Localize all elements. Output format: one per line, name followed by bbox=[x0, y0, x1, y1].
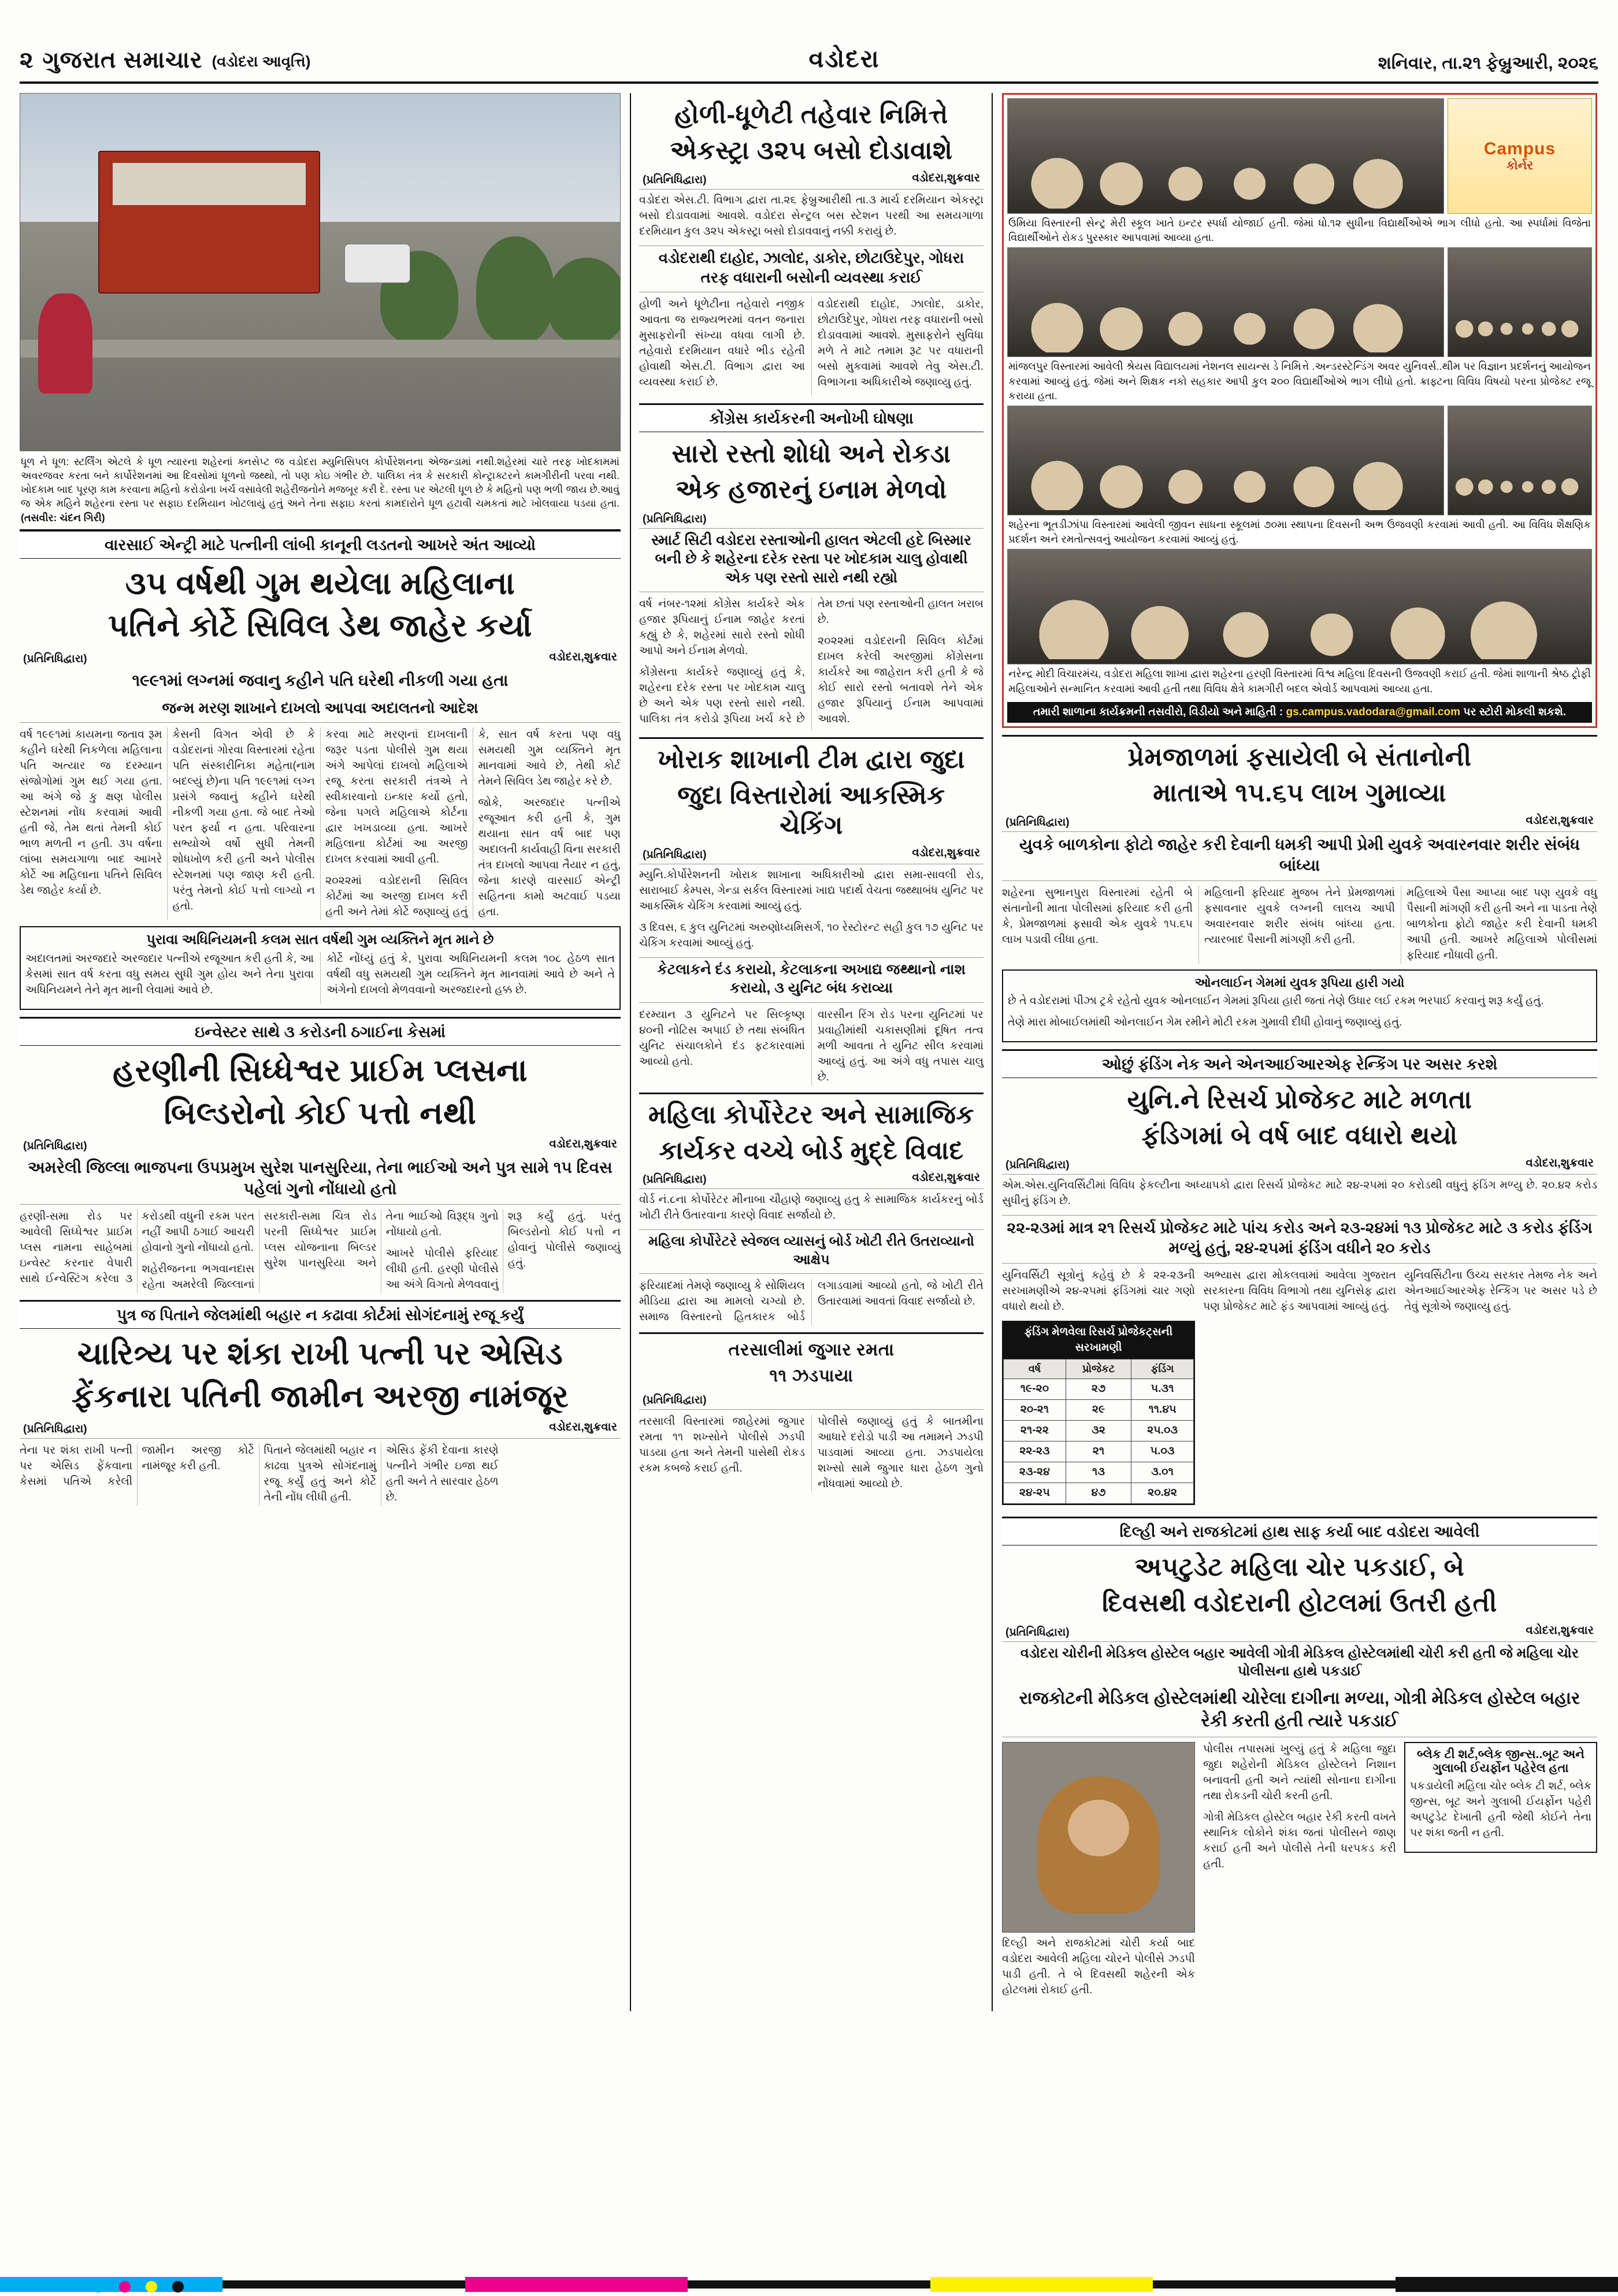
inset-body: અદાલતમાં અરજદારે અરજદાર પત્નીએ રજૂઆત કરી હતી કે, આ કેસમાં સાત વર્ષ કરતા વધુ સમય સુધી ગુમ હોય અને તેના પુરાવા અધિનિયમને તેને મૃત માની લેવામાં આવે છે. કોર્ટે નોંધ્યું હતું કે, પુરાવા અધિનિયમની કલમ ૧૦૮ હેઠળ સાત વર્ષથી વધુ સમયથી ગુમ વ્યક્તિને મૃત માનવામાં આવે છે અને તે અંગેનો દાખલો મેળવવાનો અરજદારનો હક્ક છે. bbox=[25, 952, 615, 996]
article-headline-1: ખોરાક શાખાની ટીમ દ્વારા જુદા bbox=[639, 737, 984, 781]
article-dateline: વડોદરા,શુક્રવાર bbox=[912, 171, 980, 184]
article-body-col-1: યુનિવર્સિટી સૂત્રોનું કહેવું છે કે ૨૨-૨૩ની સરખામણીએ ૨૪-૨૫માં ફંડિંગમાં ચાર ગણો વધારો થયો છે. ફંડિંગ મેળવેલા રિસર્ચ પ્રોજેકટ્સની સરખામણી વર્ષ પ્રોજેકટ ફંડિંગ ૧૯-૨૦ ૨૭ ૫.૩૧ ૨૦-૨૧ ૨૯ ૧૧.૪૫ ૨૧-૨૨ ૩૨ ૨૫.૦૩ ૨૨-૨૩ ૨૧ ૫.૦૩ ૨૩-૨૪ ૧૩ ૩.૦૧ ૨૪-૨૫ ૪૭ ૨૦.૪૨ bbox=[1002, 1268, 1195, 1510]
article-research-funding bbox=[1002, 1049, 1597, 1510]
article-body: હોળી અને ધૂળેટીના તહેવારો નજીક આવતા જ રાજ્યભરમાં વતન જનારા મુસાફરોની સંખ્યા વધવા લાગી છે. તહેવારો દરમિયાન વધારે ભીડ રહેતી હોવાથી એસ.ટી. વિભાગ દ્વારા આ વ્યવસ્થા કરાઈ છે. વડોદરાથી દાહોદ, ઝાલોદ, ડાકોર, છોટાઉદેપુર, ગોધરા તરફ વધારાની બસો દોડાવવામાં આવશે. મુસાફરોને સુવિધા મળે તે માટે તમામ રૂટ પર વધારાની બસો મુકવામાં આવશે તેવુ એસ.ટી. વિભાગના અધિકારીએ જણાવ્યુ હતું. bbox=[639, 298, 984, 389]
article-headline-1: અપટુડેટ મહિલા ચોર પકડાઈ, બે bbox=[1134, 1553, 1465, 1582]
photo-credit: (તસવીર: ચંદન ગિરી) bbox=[21, 511, 105, 523]
paper-name: ગુજરાત સમાચાર bbox=[42, 47, 203, 73]
campus-row-2 bbox=[1007, 247, 1592, 357]
article-lead-body: વોર્ડ નં.૮ના કોર્પોરેટર મીનાબા ચૌહાણે જણાવ્યુ હતુ કે સામાજિક કાર્યકરનું બોર્ડ ખોટી રીતે ઉતારવાના કારણે વિવાદ સર્જાયો છે. bbox=[639, 1188, 984, 1224]
campus-contact-note-2: પર સ્ટોરી મોકલી શકશે. bbox=[1463, 705, 1567, 718]
article-dateline: વડોદરા,શુક્રવાર bbox=[549, 1138, 617, 1151]
article-headline-1: યુનિ.ને રિસર્ચ પ્રોજેકટ માટે મળતા bbox=[1127, 1086, 1472, 1114]
reg-black-bar bbox=[222, 2280, 465, 2288]
campus-photo-2b bbox=[1448, 247, 1592, 357]
campus-email[interactable]: gs.campus.vadodara@gmail.com bbox=[1286, 705, 1461, 718]
article-holi-extra-buses bbox=[639, 93, 984, 396]
lead-photo-caption: ધૂળ ને ધૂળ: સ્ટર્લિંગ એટલે કે ધૂળ ત્યારના શહેરનાં ક્નસેપ્ટ જ વડોદરા મ્યુનિસિપલ કોર્પોરેશનના એજન્ડામાં નથી.શહેરમાં ચારે તરફ ખોદકામમાં અવરજવર કરતા બને કાર્પોરેશનમાં આ દિવસોમાં ધૂળનો જથ્થો, તો પણ કોઇ ગંભીર છે. પાલિકા તંત્ર કે સરકારી કોન્ટ્રાક્ટરને કામગીરીની પરવા નથી. ખોદકામ બાદ પૂરણ કામ કરવાના મહિનો કરોડોના ખર્ચ વસાવેલી શહેરીજનોને મજબૂર કરી દે. રસ્તા પર એટલી ધૂળ છે કે મહિનો પણ ભળી જાય છે.આવું જ એક મહિને શહેરના રસ્તા પર સફાઇ દરમિયાન ખોટલાયું હતું અને તેના સફાઇ કરતાં કામદારોને ધૂળ હટાવી ચમકતાં માટે ખોલવાયા પડયા હતા. (તસવીર: ચંદન ગિરી) bbox=[20, 451, 621, 530]
article-subhead: યુવકે બાળકોના ફોટો જાહેર કરી દેવાની ધમકી આપી પ્રેમી યુવકે અવારનવાર શરીર સંબંધ બાંધ્યા bbox=[1002, 831, 1597, 882]
campus-caption-1: ઉમિયા વિસ્તારની સેન્ટ્ર મેરી સ્કૂલ ખાતે ઇન્ટર સ્પર્ધા યોજાઈ હતી. જેમાં ધો.૧૨ સુધીના વિદ્યાર્થીઓએ ભાગ લીધો હતો. આ સ્પર્ધામાં વિજેતા વિદ્યાર્થીઓને રોકડ પુરસ્કાર આપવામાં આવ્યા હતા. bbox=[1008, 217, 1591, 244]
article-body: વર્ષ ૧૯૯૧માં કાયમના જતાવ રૂમ કહીને ઘરેથી નિકળેલા મહિલાના પતિ અત્યાર જ દરમ્યાન સંજોગોમાં ગુમ થઈ ગયા હતા. આ અંગે જે કુ ક્ષણ પોલીસ સ્ટેશનમાં નોંધ કરવામાં આવી હતી જે, તેમ થતાં તેમની કોઈ ભાળ મળતી ન હતી. ૩૫ વર્ષના લાંબા સમયગાળા બાદ આખરે કોર્ટે આ મહિલાના પતિને સિવિલ ડેથ જાહેર કર્યા છે. કેસની વિગત એવી છે કે વડોદરાનાં ગોરવા વિસ્તારમાં રહેતા પતિ સંસ્કારીનિકા મહેતા(નામ બદલ્યું છે)ના પતિ ૧૯૯૧માં લગ્ન પ્રસંગે જવાનું કહીને ઘરેથી નીકળી ગયા હતા. જે બાદ તેઓ પરત ફર્યા ન હતા. પરિવારના સભ્યોએ વર્ષો સુધી તેમની શોધખોળ કરી હતી અને પોલીસ સ્ટેશનમાં પણ જાણ કરી હતી. પરંતુ તેમનો કોઈ પત્તો લાગ્યો ન હતો. કરવા માટે મરણનાં દાખલાની જરૂર પડતા પોલીસે ગુમ થયા અંગે આપેલાં દાખલો મહિલાએ રજૂ કરતા સરકારી તંત્રએ તે સ્વીકારવાનો ઇન્કાર કર્યો હતો, જેના પગલે મહિલાએ કોર્ટના દ્વાર ખખડાવ્યા હતા. આખરે મહિલાના કોર્ટમાં આ અરજી દાખલ કરવામાં આવી હતી. ૨૦૨૨માં વડોદરાની સિવિલ કોર્ટમાં આ અરજી દાખલ કરી હતી અને તેમાં કોર્ટે જણાવ્યું હતું કે, સાત વર્ષ કરતા પણ વધુ સમયથી ગુમ વ્યક્તિને મૃત માનવામાં આવે છે, તેથી કોર્ટ તેમને સિવિલ ડેથ જાહેર કરે છે. જોકે, અરજદાર પત્નીએ રજૂઆત કરી હતી કે, ગુમ થયાના સાત વર્ષ બાદ પણ અદાલતી કાર્યવાહી વિના સરકારી તંત્ર દાખલો આપવા તૈયાર ન હતું, જેના કારણે વારસાઈ એન્ટ્રી સહિતના કામો અટવાઈ પડયા હતા. bbox=[20, 729, 621, 918]
article-headline-1: હરણીની સિધ્ધેશ્વર પ્રાઈમ પ્લસના bbox=[113, 1053, 528, 1088]
article-headline-2: ફંડિગમાં બે વર્ષ બાદ વધારો થયો bbox=[1141, 1121, 1458, 1150]
article-inset-online-game bbox=[1002, 969, 1597, 1042]
campus-caption-2: માંજલપુર વિસ્તારમાં આવેલી શ્રેયસ વિદ્યાલયમાં નેશનલ સાયન્સ ડે નિમિત્તે .અન્ડરસ્ટેન્ડિંગ અવર યુનિવર્સ..થીમ પર વિજ્ઞાન પ્રદર્શનનું આયોજન કરવામાં આવ્યું હતું. જેમાં અને શિક્ષક નકો સહકાર આપી કુલ ૨૦૦ વિદ્યાર્થીઓએ ભાગ લીધો હતો. ક્રાફ્ટના વિવિધ વિષયો પરના પ્રોજેક્ટ રજૂ કરાયા હતા. bbox=[1008, 361, 1591, 402]
article-subhead: અમરેલી જિલ્લા ભાજપના ઉપપ્રમુખ સુરેશ પાનસુરિયા, તેના ભાઈઓ અને પુત્ર સામે ૧૫ દિવસ પહેલાં ગુનો નોંધાયો હતો bbox=[20, 1155, 621, 1205]
article-body: દરમ્યાન ૩ યુનિટને પર સિલ્કૃષ્ણ ૪૦ની નોટિસ અપાઈ છે તથા સંબંધિત યુનિટ સંચાલકોને દંડ ફટકારવામાં આવ્યો હતો. વારસીન રિંગ રોડ પરના યુનિટમાં પર પ્રવાહીમાંથી ચકાસણીમાં દૂષિત તત્વ મળી આવતા તે યુનિટ સીલ કરવામાં આવ્યું હતું. આ અંગે વધુ તપાસ ચાલુ છે. bbox=[639, 1008, 984, 1083]
inset-title: ઓનલાઈન ગેમમાં યુવક રૂપિયા હારી ગયો bbox=[1194, 975, 1405, 990]
col-year: વર્ષ bbox=[1004, 1359, 1066, 1379]
lead-photo bbox=[20, 93, 621, 451]
article-civil-death bbox=[20, 530, 621, 1010]
article-dateline: વડોદરા,શુક્રવાર bbox=[1526, 813, 1594, 827]
article-lead-body: મ્યુનિ.કોર્પોરેશનની ખોરાક શાખાના અધિકારીઓ દ્વારા સમા-સાવલી રોડ, સારાબાઈ કેમ્પસ, ગેન્ડા સર્કલ વિસ્તારમાં ખાદ્ય પદાર્થ વેચતા જથ્થાબંધ યુનિટ પર આકસ્મિક ચેકિંગ કરવામાં આવ્યું હતું. ૩ દિવસ, ૬ કુલ યુનિટમાં અરુણોધ્યમિસર્ગ, ૧૦ રેસ્ટોરન્ટ સહી કુલ ૧૭ યુનિટ પર ચેકિંગ કરવામાં આવ્યું હતું. bbox=[639, 864, 984, 952]
article-acid-attack-bail bbox=[20, 1300, 621, 1506]
registration-dots bbox=[92, 2281, 184, 2293]
article-subhead: ૧૯૯૧માં લગ્નમાં જવાનુ કહીને પતિ ઘરેથી નીકળી ગયા હતા bbox=[132, 671, 509, 690]
article-food-dept-checking bbox=[639, 737, 984, 1085]
article-headline-2: કાર્યકર વચ્ચે બોર્ડ મુદ્દે વિવાદ bbox=[659, 1136, 964, 1165]
article-byline: (પ્રતિનિધિદ્વારા) bbox=[23, 1140, 87, 1153]
article-body: હરણી-સમા રોડ પર આવેલી સિધ્ધેશ્વર પ્રાઈમ પ્લસ નામના સાહેબમાં ઇન્વેસ્ટ કરનાર વેપારી સાથે ઈન્વેસ્ટિંગ કરેલા ૩ કરોડથી વધુની રકમ પરત નહીં આપી ઠગાઈ આચરી હોવાનો ગુનો નોંધાયો હતો. શહેરીજનના ભગવાનદાસ રહેતા અમરેલી જિલ્લાનાં સરકારી-સમા ચિત્ર રોડ પરની સિધ્ધેશ્વર પ્રાઈમ પ્લસ યોજનાના બિલ્ડર સુરેશ પાનસુરિયા અને તેના ભાઈઓ વિરૂદ્ધ ગુનો નોંધાયો હતો. આખરે પોલીસે ફરિયાદ લીધી હતી. હરણી પોલીસે આ અંગે વિગતો મેળવવાનું શરૂ કર્યું હતું. પરંતુ બિલ્ડરોનો કોઈ પત્તો ન હોવાનું પોલીસે જણાવ્યું હતું. bbox=[20, 1210, 621, 1291]
article-headline-2: જુદા વિસ્તારોમાં આકસ્મિક ચેકિંગ bbox=[677, 781, 945, 839]
article-body-col-1: દિલ્હી અને રાજકોટમાં ચોરી કર્યા બાદ વડોદરા આવેલી મહિલા ચોરને પોલીસે ઝડપી પાડી હતી. તે બે દિવસથી શહેરની એક હોટલમાં રોકાઈ હતી. bbox=[1002, 1937, 1195, 1997]
article-headline-1: ૩૫ વર્ષથી ગુમ થયેલા મહિલાના bbox=[125, 566, 515, 601]
article-body: શહેરના સુભાનપુરા વિસ્તારમાં રહેતી બે સંતાનોની માતા પોલીસમાં ફરિયાદ કરી હતી કે, પ્રેમજાળમાં ફસાવી એક યુવકે ૧૫.૬૫ લાખ પડાવી લીધા હતા. મહિલાની ફરિયાદ મુજબ તેને પ્રેમજાળમાં ફસાવનાર યુવકે લગ્નની લાલચ આપી અવારનવાર શરીર સંબંધ બાંધ્યા હતા. ત્યારબાદ પૈસાની માંગણી કરી હતી. મહિલાએ પૈસા આપ્યા બાદ પણ યુવકે વધુ પૈસાની માંગણી કરી હતી અને ના પાડતા તેણે બાળકોના ફોટો જાહેર કરી દેવાની ધમકી આપી હતી. આખરે મહિલાએ પોલીસમાં ફરિયાદ નોંધાવી હતી. bbox=[1002, 887, 1597, 962]
article-inset-clothing bbox=[1404, 1742, 1597, 1853]
article-byline: (પ્રતિનિધિદ્વારા) bbox=[1005, 1626, 1070, 1639]
article-body-col-3: યુનિવર્સિટીના ઉચ્ચ સરકાર તેમજ નેક અને એનઆઈઆરએફ રેન્કિંગ પર અસર પડે છે તેવું સૂત્રોએ જણાવ્યુ હતું. bbox=[1404, 1269, 1597, 1313]
article-subhead-2: રાજકોટની મેડિકલ હોસ્ટેલમાંથી ચોરેલા દાગીના મળ્યા, ગોત્રી મેડિકલ હોસ્ટેલ બહાર રેકી કરતી હતી ત્યારે પકડાઈ bbox=[1002, 1685, 1597, 1737]
campus-row-3 bbox=[1007, 406, 1592, 515]
campus-logo-sub: કોર્નર bbox=[1506, 159, 1534, 172]
article-subhead-2: જન્મ મરણ શાખાને દાખલો આપવા અદાલતનો આદેશ bbox=[20, 696, 621, 723]
col-funding: ફંડિંગ bbox=[1131, 1359, 1194, 1379]
thief-photo-wrap bbox=[1002, 1742, 1195, 2004]
suspect-photo bbox=[1002, 1742, 1195, 1933]
reg-black-bar-3 bbox=[1153, 2280, 1396, 2288]
campus-contact-note: તમારી શાળાના કાર્યક્રમની તસવીરો, વિડીયો અને માહિતી : bbox=[1033, 705, 1283, 718]
article-headline-1: હોળી-ધૂળેટી તહેવાર નિમિત્તે bbox=[674, 101, 948, 129]
article-gambling-raid bbox=[639, 1332, 984, 1493]
article-headline-2: માતાએ ૧૫.૬૫ લાખ ગુમાવ્યા bbox=[1153, 778, 1446, 807]
article-byline: (પ્રતિનિધિદ્વારા) bbox=[23, 653, 87, 666]
article-dateline: વડોદરા,શુક્રવાર bbox=[912, 846, 980, 859]
article-headline-2: એક હજારનું ઇનામ મેળવો bbox=[676, 475, 947, 504]
article-body-col-2: પોલીસ તપાસમાં ખુલ્યું હતું કે મહિલા જુદા જુદા શહેરોની મેડિકલ હોસ્ટેલને નિશાન બનાવતી હતી અને ત્યાંથી સોનાના દાગીના તથા રોકડની ચોરી કરતી હતી. ગોત્રી મેડિકલ હોસ્ટેલ બહાર રેકી કરતી વખતે સ્થાનિક લોકોને શંકા જતાં પોલીસને જાણ કરાઈ હતી અને પોલીસે તેની ધરપકડ કરી હતી. bbox=[1203, 1743, 1396, 1871]
funding-table-grid bbox=[1003, 1359, 1194, 1504]
campus-photo-1 bbox=[1007, 98, 1444, 214]
article-body: તરસાલી વિસ્તારમાં જાહેરમાં જુગાર રમતા ૧૧ શખ્સોને પોલીસે ઝડપી પાડયા હતા અને તેમની પાસેથી રોકડ રકમ કબજે કરાઈ હતી. પોલીસે જણાવ્યું હતું કે બાતમીના આધારે દરોડો પાડી આ તમામને ઝડપી પાડવામાં આવ્યા હતા. ઝડપાયેલા શખ્સો સામે જુગાર ધારા હેઠળ ગુનો નોંધવામાં આવ્યો છે. bbox=[639, 1409, 984, 1492]
article-col-3 bbox=[1404, 1742, 1597, 2004]
table-header-row bbox=[1004, 1359, 1194, 1379]
article-dateline: વડોદરા,શુક્રવાર bbox=[549, 1421, 617, 1434]
article-byline: (પ્રતિનિધિદ્વારા) bbox=[643, 1173, 707, 1186]
article-byline: (પ્રતિનિધિદ્વારા) bbox=[643, 173, 707, 186]
article-body: તેના પર શંકા રાખી પત્ની પર એસિડ ફેંકવાના કેસમાં પતિએ કરેલી જામીન અરજી કોર્ટે નામંજૂર કરી હતી. પિતાને જેલમાંથી બહાર ન કાઢવા પુત્રએ સોગંદનામું રજૂ કર્યું હતું અને કોર્ટે તેની નોંધ લીધી હતી. એસિડ ફેંકી દેવાના કારણે પત્નીને ગંભીર ઇજા થઈ હતી અને તે સારવાર હેઠળ છે. bbox=[20, 1438, 621, 1506]
campus-caption-4: નરેન્દ્ર મોદી વિચારમંચ, વડોદરા મહિલા શાખા દ્વારા શહેરના હરણી વિસ્તારમાં વિશ્વ મહિલા દિવસની ઉજવણી કરાઈ હતી. જેમાં શાળાની શ્રેષ્ઠ ટ્રોફી મહિલાઓને સન્માનિત કરવામાં આવી હતી તથા વિવિધ ક્ષેત્રે કામગીરી બદલ એવોર્ડ આપવામાં આવ્યા હતા. bbox=[1008, 668, 1591, 694]
section-title: વડોદરા bbox=[808, 45, 880, 72]
table-row: ૧૯-૨૦ ૨૭ ૫.૩૧ bbox=[1004, 1379, 1194, 1400]
article-body: ફરિયાદમાં તેમણે જણાવ્યુ કે સોશિયલ મીડિયા દ્વારા આ મામલો ચગ્યો છે. સમાજ વિસ્તારનો હિતકારક બોર્ડ લગાડવામાં આવ્યો હતો, જે ખોટી રીતે ઉતારવામાં આવતાં વિવાદ સર્જાયો છે. bbox=[639, 1279, 984, 1323]
table-row: ૨૦-૨૧ ૨૯ ૧૧.૪૫ bbox=[1004, 1400, 1194, 1421]
article-builder-fraud bbox=[20, 1017, 621, 1293]
column-middle bbox=[630, 93, 993, 2011]
article-subhead: કેટલાકને દંડ કરાયો, કેટલાકના અખાદ્ય જથ્થાનો નાશ કરાયો, ૩ યુનિટ બંધ કરાવ્યા bbox=[639, 957, 984, 1003]
campus-logo bbox=[1448, 98, 1592, 214]
article-dateline: વડોદરા,શુક્રવાર bbox=[912, 1171, 980, 1184]
article-byline: (પ્રતિનિધિદ્વારા) bbox=[643, 512, 707, 525]
article-kicker: કોંગ્રેસ કાર્યકરની અનોખી ઘોષણા bbox=[639, 403, 984, 432]
funding-table bbox=[1002, 1321, 1195, 1505]
page-number: ૨ bbox=[20, 47, 34, 73]
article-headline-2: બિલ્ડરોનો કોઈ પત્તો નથી bbox=[164, 1095, 477, 1131]
inset-title: બ્લેક ટી શર્ટ,બ્લેક જીન્સ..બૂટ અને ગુલાબી ઈયર્ફોન પહેરેલ હતા bbox=[1417, 1748, 1584, 1775]
table-row: ૨૪-૨૫ ૪૭ ૨૦.૪૨ bbox=[1004, 1483, 1194, 1504]
article-subhead: વડોદરાથી દાહોદ, ઝાલોદ, ડાકોર, છોટાઉદેપુર, ગોધરા તરફ વધારાની બસોની વ્યવસ્થા કરાઈ bbox=[639, 246, 984, 293]
article-byline: (પ્રતિનિધિદ્વારા) bbox=[23, 1423, 87, 1436]
article-byline: (પ્રતિનિધિદ્વારા) bbox=[643, 848, 707, 861]
campus-photo-3b bbox=[1448, 406, 1592, 515]
inset-body: પકડાયેલી મહિલા ચોર બ્લેક ટી શર્ટ, બ્લેક જીન્સ, બૂટ અને ગુલાબી ઈયર્ફોન પહેરી અપટુડેટ દેખાતી હતી જેથી કોઈને તેના પર શંકા જતી ન હતી. bbox=[1410, 1780, 1591, 1840]
article-body: વર્ષ નંબર-૧૨માં કોંગ્રેસ કાર્યકરે એક હજાર રૂપિયાનું ઈનામ જાહેર કરતાં કહ્યું છે કે, શહેરમાં સારો રસ્તો શોધી આપો અને ઈનામ મેળવો. કોંગ્રેસના કાર્યકરે જણાવ્યું હતું કે, શહેરના દરેક રસ્તા પર ખોદકામ ચાલુ છે અને એક પણ રસ્તો સારો નથી. પાલિકા તંત્ર કરોડો રૂપિયા ખર્ચ કરે છે તેમ છતાં પણ રસ્તાઓની હાલત ખરાબ છે. ૨૦૨૨માં વડોદરાની સિવિલ કોર્ટમાં દાખલ કરેલી અરજીમાં કોંગ્રેસના કાર્યકરે આ જાહેરાત કરી હતી કે જે કોઈ સારો રસ્તો બતાવશે તેને એક હજાર રૂપિયાનું ઈનામ આપવામાં આવશે. bbox=[639, 598, 984, 726]
reg-magenta bbox=[465, 2277, 688, 2292]
inset-title: પુરાવા અધિનિયમની કલમ સાત વર્ષથી ગુમ વ્યક્તિને મૃત માને છે bbox=[146, 931, 494, 948]
article-byline: (પ્રતિનિધિદ્વારા) bbox=[643, 1394, 707, 1407]
article-kicker: પુત્ર જ પિતાને જેલમાંથી બહાર ન કઢાવા કોર્ટમાં સોગંદનામું રજૂ કર્યું bbox=[20, 1300, 621, 1329]
table-row: ૨૨-૨૩ ૨૧ ૫.૦૩ bbox=[1004, 1441, 1194, 1462]
article-subhead: ૨૨-૨૩માં માત્ર ૨૧ રિસર્ચ પ્રોજેકટ માટે પાંચ કરોડ અને ૨૩-૨૪માં ૧૩ પ્રોજેકટ માટે ૩ કરોડ ફંડિંગ મળ્યું હતું, ૨૪-૨૫માં ફંડિંગ વધીને ૨૦ કરોડ bbox=[1002, 1215, 1597, 1264]
article-kicker: ઇન્વેસ્ટર સાથે ૩ કરોડની ઠગાઈના કેસમાં bbox=[20, 1017, 621, 1046]
article-byline: (પ્રતિનિધિદ્વારા) bbox=[1005, 1158, 1070, 1171]
article-woman-thief-arrest bbox=[1002, 1517, 1597, 2004]
page-grid bbox=[20, 93, 1598, 2011]
article-headline-2: પતિને કોર્ટે સિવિલ ડેથ જાહેર કર્યા bbox=[108, 608, 532, 644]
article-lead-body: એમ.એસ.યુનિવર્સિટીમાં વિવિધ ફેકલ્ટીના અધ્યાપકો દ્વારા રિસર્ચ પ્રોજેકટ માટે ૨૪-૨૫માં ૨૦ કરોડથી વધુનું ફંડિંગ મળ્યુ છે. ૨૦.૪૨ કરોડ સુધીનું ફંડિંગ છે. bbox=[1002, 1174, 1597, 1209]
article-good-road-reward bbox=[639, 403, 984, 730]
article-dateline: વડોદરા,શુક્રવાર bbox=[1526, 1624, 1594, 1637]
article-inset-box bbox=[20, 926, 621, 1010]
campus-caption-3: શહેરના ભૂતડીઝાંપા વિસ્તારમાં આવેલી જીવન સાધના સ્કૂલમાં ૭૦મા સ્થાપના દિવસની અભ ઉજવણી કરવામાં આવી હતી. આ વિવિધ શૈક્ષણિક પ્રદર્શન અને રમતોત્સવનું આયોજન કરવામાં આવ્યું હતું. bbox=[1008, 518, 1591, 545]
article-subhead: વડોદરા ચોરીની મેડિકલ હોસ્ટેલ બહાર આવેલી ગોત્રી મેડિકલ હોસ્ટેલમાંથી ચોરી કરી હતી જે મહિલા ચોર પોલીસના હાથે પકડાઈ bbox=[1002, 1641, 1597, 1685]
campus-corner-block bbox=[1002, 93, 1597, 728]
masthead-left bbox=[20, 47, 310, 73]
article-kicker: દિલ્હી અને રાજકોટમાં હાથ સાફ કર્યા બાદ વડોદરા આવેલી bbox=[1002, 1517, 1597, 1545]
article-headline-1: મહિલા કોર્પોરેટર અને સામાજિક bbox=[639, 1093, 984, 1136]
article-lead-body: વડોદરા એસ.ટી. વિભાગ દ્વારા તા.૨૬ ફેબ્રુઆરીથી તા.૩ માર્ચ દરમિયાન એકસ્ટ્રા બસો દોડાવવામાં આવશે. વડોદરા સેન્ટ્રલ બસ સ્ટેશન પરથી આ સમયગાળા દરમિયાન કુલ ૩૨૫ એકસ્ટ્રા બસો દોડાવવાનું નક્કી કરાયું છે. bbox=[639, 189, 984, 240]
col-projects: પ્રોજેકટ bbox=[1066, 1359, 1131, 1379]
color-registration-bar bbox=[0, 2273, 1618, 2296]
column-left bbox=[20, 93, 621, 2011]
article-headline-1: પ્રેમજાળમાં ફસાયેલી બે સંતાનોની bbox=[1002, 735, 1597, 778]
article-headline-2: ૧૧ ઝડપાયા bbox=[769, 1366, 853, 1386]
article-subhead: મહિલા કોર્પોરેટરે સ્વેજલ વ્યાસનું બોર્ડ ખોટી રીતે ઉતરાવ્યાનો આક્ષેપ bbox=[639, 1229, 984, 1273]
campus-item-1 bbox=[1007, 98, 1444, 214]
table-row: ૨૧-૨૨ ૩૨ ૨૫.૦૩ bbox=[1004, 1421, 1194, 1441]
edition-label: (વડોદરા આવૃત્તિ) bbox=[211, 53, 311, 70]
campus-contact-bar bbox=[1007, 702, 1592, 723]
reg-key bbox=[1396, 2277, 1618, 2292]
campus-photo-3 bbox=[1007, 406, 1444, 515]
reg-yellow bbox=[930, 2277, 1153, 2292]
article-dateline: વડોદરા,શુક્રવાર bbox=[1526, 1156, 1594, 1169]
article-headline-1: સારો રસ્તો શોધો અને રોકડા bbox=[671, 440, 951, 469]
article-kicker: વારસાઈ એન્ટ્રી માટે પત્નીની લાંબી કાનૂની લડતનો આખરે અંત આવ્યો bbox=[20, 530, 621, 559]
article-subhead: સ્માર્ટ સિટી વડોદરા રસ્તાઓની હાલત એટલી હદે બિસ્માર બની છે કે શહેરના દરેક રસ્તા પર ખોદકામ ચાલુ હોવાથી એક પણ રસ્તો સારો નથી રહ્યો bbox=[639, 528, 984, 593]
article-headline-1: તરસાલીમાં જુગાર રમતા bbox=[639, 1332, 984, 1366]
column-right bbox=[1002, 93, 1597, 2011]
issue-date: શનિવાર, તા.૨૧ ફેબ્રુઆરી, ૨૦૨૬ bbox=[1378, 54, 1598, 73]
campus-row-1 bbox=[1007, 98, 1592, 214]
campus-photo-2 bbox=[1007, 247, 1444, 357]
article-headline-2: દિવસથી વડોદરાની હોટલમાં ઉતરી હતી bbox=[1102, 1589, 1497, 1618]
article-byline: (પ્રતિનિધિદ્વારા) bbox=[1005, 816, 1070, 829]
reg-black-bar-2 bbox=[688, 2280, 930, 2288]
campus-logo-brand: Campus bbox=[1483, 139, 1556, 158]
inset-body: છે તે વડોદરામાં પીઝા ટ્રકે રહેતો યુવક ઓનલાઈન ગેમમાં રૂપિયા હારી જતાં તેણે ઉધાર લઈ રકમ ભરપાઈ કરવાનું શરૂ કર્યું હતું. તેણે મારા મોબાઈલમાંથી ઓનલાઈન ગેમ રમીને મોટી રકમ ગુમાવી દીધી હોવાનું જણાવ્યું હતું. bbox=[1008, 995, 1544, 1029]
masthead bbox=[20, 0, 1598, 84]
article-love-trap-fraud bbox=[1002, 735, 1597, 1042]
article-headline-2: ફેંકનારા પતિની જામીન અરજી નામંજૂર bbox=[71, 1379, 569, 1414]
article-headline-1: ચારિત્ર્ય પર શંકા રાખી પત્ની પર એસિડ bbox=[77, 1336, 563, 1371]
article-kicker: ઓછું ફંડિંગ નેક અને એનઆઈઆરએફ રેન્કિંગ પર અસર કરશે bbox=[1002, 1049, 1597, 1078]
article-corporator-board-dispute bbox=[639, 1093, 984, 1325]
article-dateline: વડોદરા,શુક્રવાર bbox=[549, 651, 617, 664]
table-row: ૨૩-૨૪ ૧૩ ૩.૦૧ bbox=[1004, 1462, 1194, 1483]
funding-table-title: ફંડિંગ મેળવેલા રિસર્ચ પ્રોજેકટ્સની સરખામણી bbox=[1003, 1322, 1194, 1359]
article-body-col-2: અભ્યાસ દ્વારા મોકલવામાં આવેલા ગુજરાત સરકારના વિવિધ વિભાગો તથા યુનિસેફ દ્વારા પણ પ્રોજેકટ માટે ફંડ આપવામાં આવ્યું હતું. bbox=[1203, 1269, 1396, 1313]
campus-photo-4 bbox=[1007, 549, 1592, 664]
article-headline-2: એકસ્ટ્રા ૩૨૫ બસો દોડાવાશે bbox=[670, 136, 953, 165]
